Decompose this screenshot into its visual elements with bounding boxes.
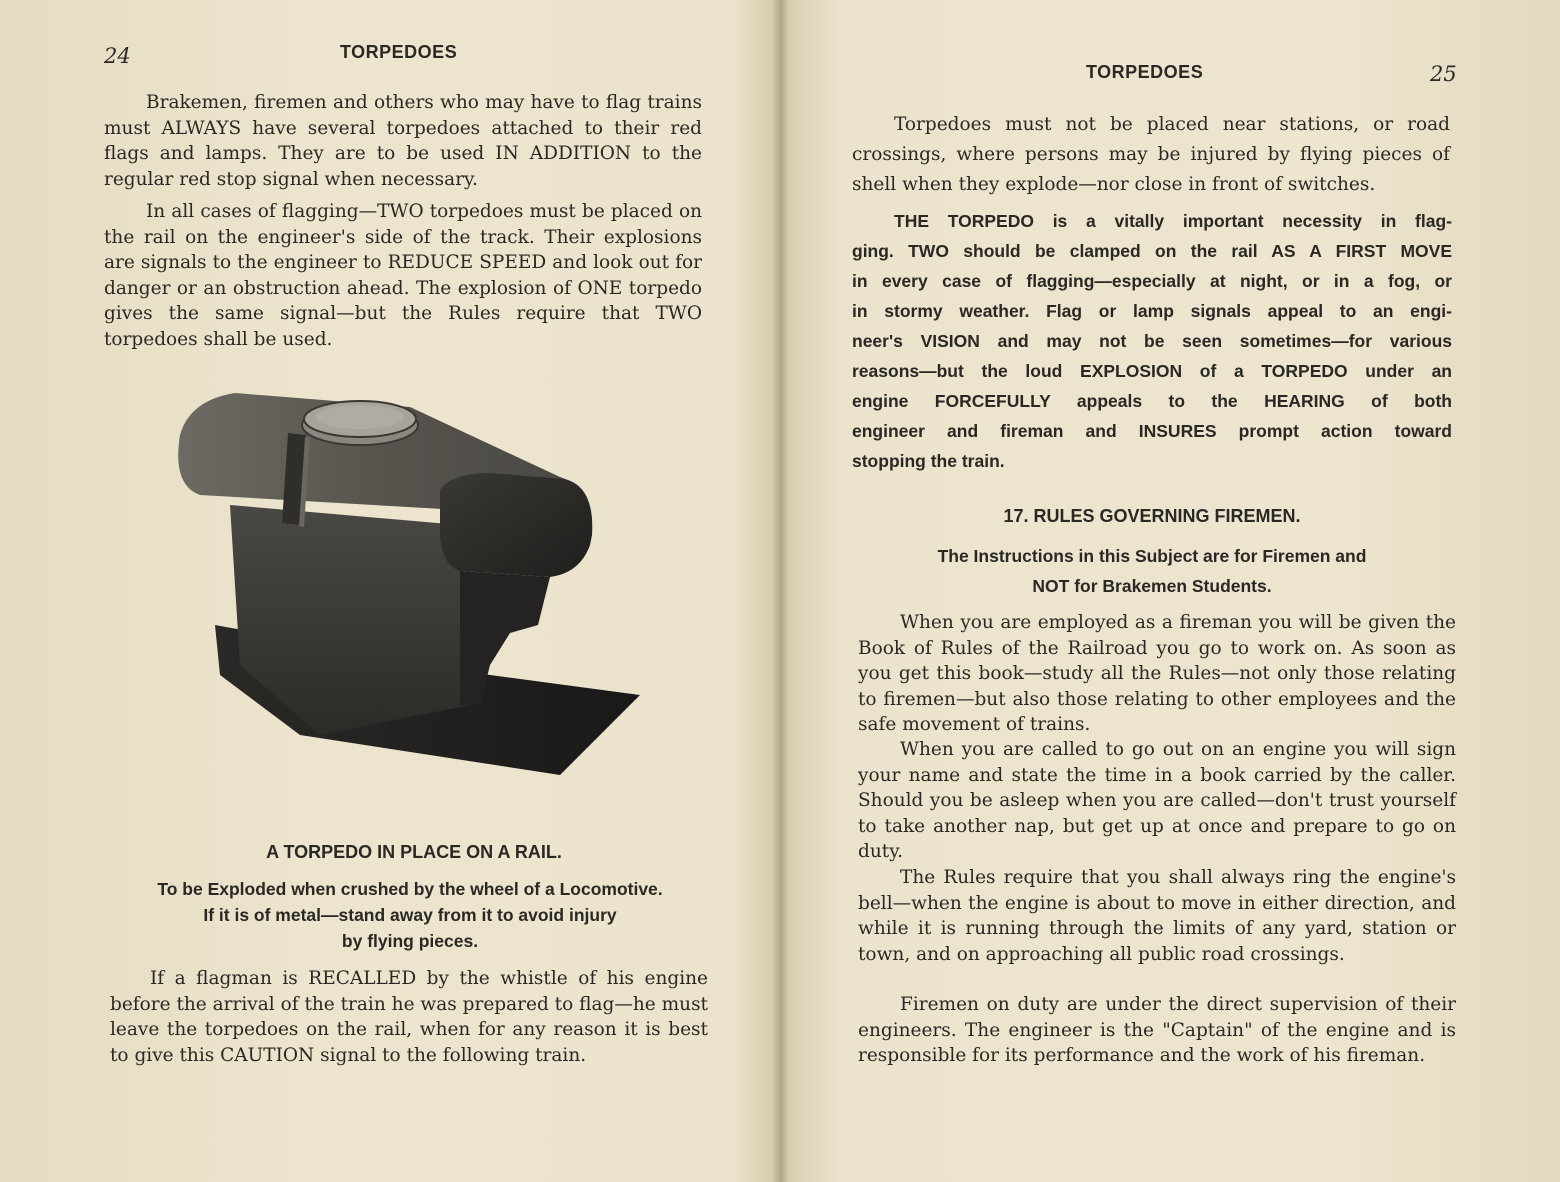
paragraph: The Rules require that you shall always ring the engine's bell—when the engine is about to move in either direction, and while it is running through the limits of any yard, station or town, and on approaching all public road crossings. xyxy=(858,867,1456,965)
running-head: TORPEDOES xyxy=(1086,62,1204,82)
text-line: neer's VISION and may not be seen sometimes—for various xyxy=(852,331,1452,351)
right-page xyxy=(780,0,1560,1182)
paragraph: When you are employed as a fireman you will be given the Book of Rules of the Railroad you go to work on. As soon as you get this book—study all the Rules—not only those relating to firemen—but also those relating to other employees and the safe movement of trains. xyxy=(858,612,1456,735)
torpedo-rail-illustration xyxy=(160,375,660,815)
paragraph: When you are called to go out on an engine you will sign your name and state the time in a book carried by the caller. Should you be asleep when you are called—don't trust yourself to take another nap, but get up at once and prepare to go on duty. xyxy=(858,739,1456,862)
text-line: stopping the train. xyxy=(852,451,1005,471)
section-heading: 17. RULES GOVERNING FIREMEN. xyxy=(1003,506,1301,526)
caption-line: by flying pieces. xyxy=(341,931,479,951)
text-line: in stormy weather. Flag or lamp signals appeal to an engi- xyxy=(852,301,1452,321)
text-line: THE TORPEDO is a vitally important necessity in flag- xyxy=(894,211,1452,231)
page-number: 25 xyxy=(1430,62,1457,86)
text-line: in every case of flagging—especially at night, or in a fog, or xyxy=(852,271,1452,291)
text-line: ging. TWO should be clamped on the rail AS A FIRST MOVE xyxy=(852,241,1452,261)
running-head: TORPEDOES xyxy=(340,42,458,62)
text-line: engine FORCEFULLY appeals to the HEARING of both xyxy=(852,391,1452,411)
figure-caption: A TORPEDO IN PLACE ON A RAIL. xyxy=(266,842,562,862)
instruction-line: NOT for Brakemen Students. xyxy=(1032,576,1272,596)
text-line: reasons—but the loud EXPLOSION of a TORPEDO under an xyxy=(852,361,1452,381)
paragraph: Firemen on duty are under the direct supervision of their engineers. The engineer is the "Captain" of the engine and is responsible for its performance and the work of his fireman. xyxy=(858,994,1456,1066)
caption-line: To be Exploded when crushed by the wheel of a Locomotive. xyxy=(157,879,663,899)
paragraph: If a flagman is RECALLED by the whistle of his engine before the arrival of the train he was prepared to flag—he must leave the torpedoes on the rail, when for any reason it is best to give this CAUTION signal to the following train. xyxy=(110,968,708,1066)
torpedo-importance-paragraph xyxy=(852,206,1452,476)
caption-line: If it is of metal—stand away from it to avoid injury xyxy=(203,905,617,925)
text-line: engineer and fireman and INSURES prompt action toward xyxy=(852,421,1452,441)
page-number: 24 xyxy=(104,44,131,68)
paragraph: Torpedoes must not be placed near stations, or road crossings, where persons may be injured by flying pieces of shell when they explode—nor close in front of switches. xyxy=(852,114,1450,195)
paragraph: In all cases of flagging—TWO torpedoes must be placed on the rail on the engineer's side of the track. Their explosions are signals to the engineer to REDUCE SPEED and look out for danger or an obstruction ahead. The explosion of ONE torpedo gives the same signal—but the Rules require that TWO torpedoes shall be used. xyxy=(104,201,702,350)
instruction-line: The Instructions in this Subject are for Firemen and xyxy=(937,546,1367,566)
paragraph: Brakemen, firemen and others who may have to flag trains must ALWAYS have several torpedoes attached to their red flags and lamps. They are to be used IN ADDITION to the regular red stop signal when necessary. xyxy=(104,92,702,190)
